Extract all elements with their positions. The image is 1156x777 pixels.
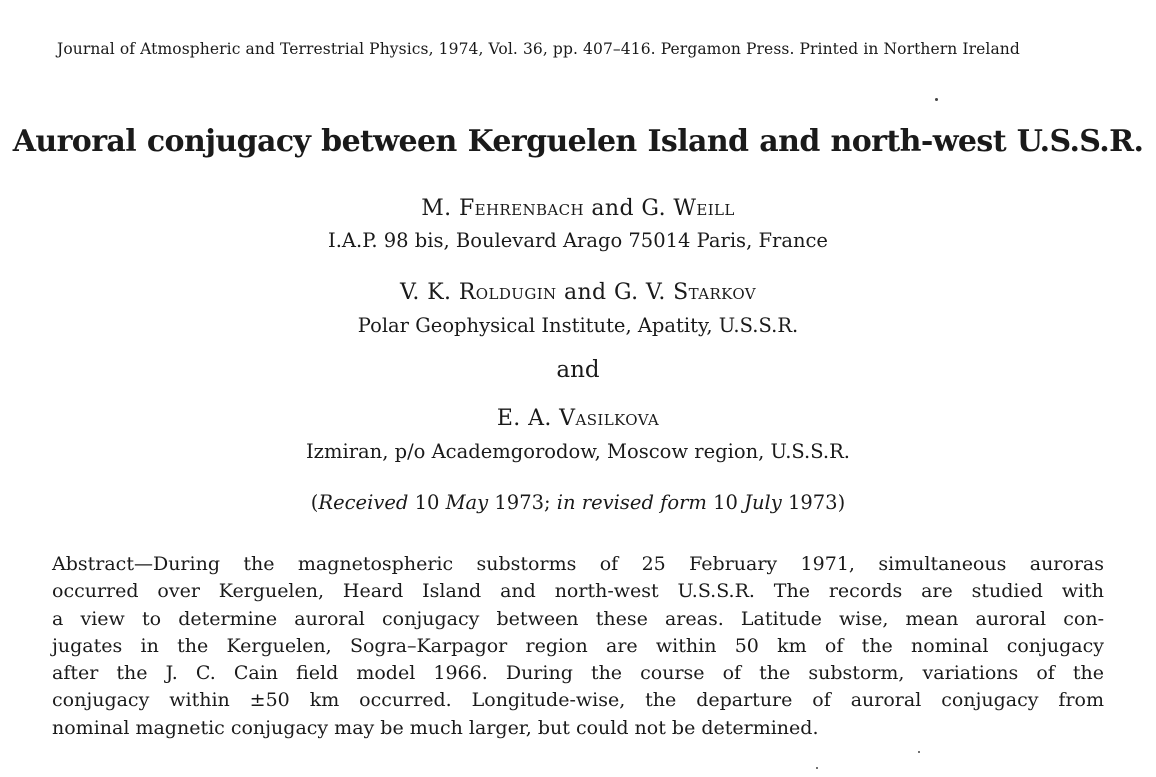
revised-day: 10 <box>706 491 745 514</box>
and-separator: and <box>556 357 600 383</box>
author-initials: G. <box>641 196 674 221</box>
abstract-line: conjugacy within ±50 km occurred. Longitude-wise, the departure of auroral conjugacy from <box>52 689 1104 712</box>
abstract-line: a view to determine auroral conjugacy between these areas. Latitude wise, mean auroral con- <box>52 607 1104 630</box>
author-initials: E. A. <box>496 406 560 431</box>
abstract-line: nominal magnetic conjugacy may be much larger, but could not be determined. <box>52 716 819 739</box>
author-initials: V. K. <box>399 280 459 305</box>
revised-month: July <box>744 491 782 514</box>
scan-speck <box>935 98 938 101</box>
received-day: 10 <box>408 491 446 514</box>
author-line-3 <box>0 406 1156 431</box>
revised-label: in revised form <box>556 491 707 514</box>
received-year: 1973; <box>488 491 557 514</box>
abstract-line: jugates in the Kerguelen, Sogra–Karpagor region are within 50 km of the nominal conjugacy <box>52 634 1104 657</box>
author-connector: and <box>584 196 642 221</box>
received-month: May <box>445 491 489 514</box>
open-paren: ( <box>310 491 319 514</box>
scan-speck <box>918 751 920 753</box>
author-line-2 <box>0 280 1156 305</box>
scan-speck <box>816 767 818 769</box>
author-surname: Starkov <box>673 280 757 305</box>
affiliation-2: Polar Geophysical Institute, Apatity, U.S.S.R. <box>357 314 799 337</box>
abstract-line: after the J. C. Cain field model 1966. During the course of the substorm, variations of the <box>52 662 1104 685</box>
abstract-line: Abstract—During the magnetospheric substorms of 25 February 1971, simultaneous auroras <box>52 553 1104 575</box>
affiliation-3: Izmiran, p/o Academgorodow, Moscow region, U.S.S.R. <box>305 440 850 463</box>
author-surname: Roldugin <box>458 280 557 305</box>
author-initials: M. <box>421 196 459 221</box>
journal-header: Journal of Atmospheric and Terrestrial Physics, 1974, Vol. 36, pp. 407–416. Pergamon Press. Printed in Northern Ireland <box>57 40 1020 58</box>
author-connector: and <box>556 280 614 305</box>
revised-year: 1973 <box>781 491 838 514</box>
author-line-1 <box>0 196 1156 221</box>
received-line <box>0 491 1156 514</box>
paper-title: Auroral conjugacy between Kerguelen Island and north-west U.S.S.R. <box>12 124 1144 159</box>
author-initials: G. V. <box>613 280 674 305</box>
author-surname: Fehrenbach <box>458 196 585 221</box>
abstract-line: occurred over Kerguelen, Heard Island and north-west U.S.S.R. The records are studied with <box>52 580 1104 603</box>
author-surname: Weill <box>673 196 735 221</box>
abstract <box>52 551 1104 742</box>
affiliation-1: I.A.P. 98 bis, Boulevard Arago 75014 Paris, France <box>328 229 828 252</box>
author-surname: Vasilkova <box>559 406 660 431</box>
close-paren: ) <box>837 491 846 514</box>
received-label: Received <box>318 491 409 514</box>
